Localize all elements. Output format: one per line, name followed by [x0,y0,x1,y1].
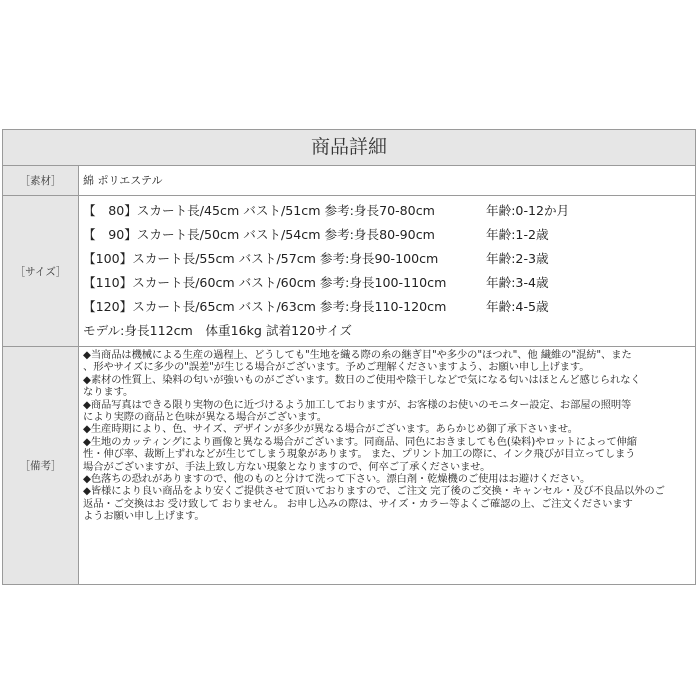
size-spec: 【100】スカート長/55cm バスト/57cm 参考:身長90-100cm [83,251,439,266]
size-line [83,247,695,271]
note-line: により実際の商品と色味が異なる場合がございます。 [83,411,327,424]
product-details-table [2,129,696,585]
size-age: 年齢:1-2歳 [486,227,549,242]
note-line: ◆素材の性質上、染料の匂いが強いものがございます。数日のご使用や陰干しなどで気になる匂いはほとんど感じられなく [83,373,641,386]
note-line: なります。 [83,386,134,399]
material-value: 綿 ポリエステル [83,174,163,187]
note-line: 、形やサイズに多少の"誤差"が生じる場合がございます。予めご理解くださいますよう、お願い申し上げます。 [83,361,590,374]
note-line: ◆当商品は機械による生産の過程上、どうしても"生地を織る際の糸の継ぎ目"や多少の"ほつれ"、他 繊維の"混紡"、また [83,349,632,361]
material-label: ［素材］ [3,166,79,195]
note-line: 返品・ご交換はお 受け致して おりません。 お申し込みの際は、サイズ・カラー等よくご確認の上、ご注文くださいます [83,497,633,510]
notes-label: ［備考］ [3,347,79,584]
size-age: 年齢:0-12か月 [486,203,570,218]
size-line [83,199,695,223]
size-age: 年齢:2-3歳 [486,251,549,266]
size-spec: 【 80】スカート長/45cm バスト/51cm 参考:身長70-80cm [83,203,435,218]
note-line: ◆生地のカッティングにより画像と異なる場合がございます。同商品、同色におきましても色(染料)やロットによって伸縮 [83,435,637,448]
size-spec: 【110】スカート長/60cm バスト/60cm 参考:身長100-110cm [83,275,447,290]
size-list [79,196,695,346]
note-line: ◆皆様により良い商品をより安くご提供させて頂いておりますので、ご注文 完了後のご交換・キャンセル・及び不良品以外のご [83,485,665,498]
note-line: 性・伸び率、裁断上ずれなどが生じてしまう現象があります。 また、プリント加工の際に、インク飛びが目立ってしまう [83,448,636,461]
size-row [3,196,695,347]
size-line [83,223,695,247]
size-age: 年齢:3-4歳 [486,275,549,290]
table-title: 商品詳細 [3,130,695,166]
note-line: 場合がございますが、手法上致し方ない現象となりますので、何卒ご了承くださいませ。 [83,460,491,473]
size-age: 年齢:4-5歳 [486,299,549,314]
note-line: ようお願い申し上げます。 [83,510,205,523]
note-line: ◆色落ちの恐れがありますので、他のものと分けて洗って下さい。漂白剤・乾燥機のご使用はお避けください。 [83,473,591,486]
note-line: ◆生産時期により、色、サイズ、デザインが多少が異なる場合がございます。あらかじめ御了承下さいませ。 [83,423,578,436]
material-row [3,166,695,196]
size-line [83,295,695,319]
notes-text [79,347,695,584]
notes-row [3,347,695,584]
size-spec: 【120】スカート長/65cm バスト/63cm 参考:身長110-120cm [83,299,447,314]
note-line: ◆商品写真はできる限り実物の色に近づけるよう加工しておりますが、お客様のお使いのモニター設定、お部屋の照明等 [83,398,632,411]
model-info: モデル:身長112cm 体重16kg 試着120サイズ [83,323,352,338]
size-label: ［サイズ］ [3,196,79,346]
size-spec: 【 90】スカート長/50cm バスト/54cm 参考:身長80-90cm [83,227,435,242]
size-line [83,271,695,295]
